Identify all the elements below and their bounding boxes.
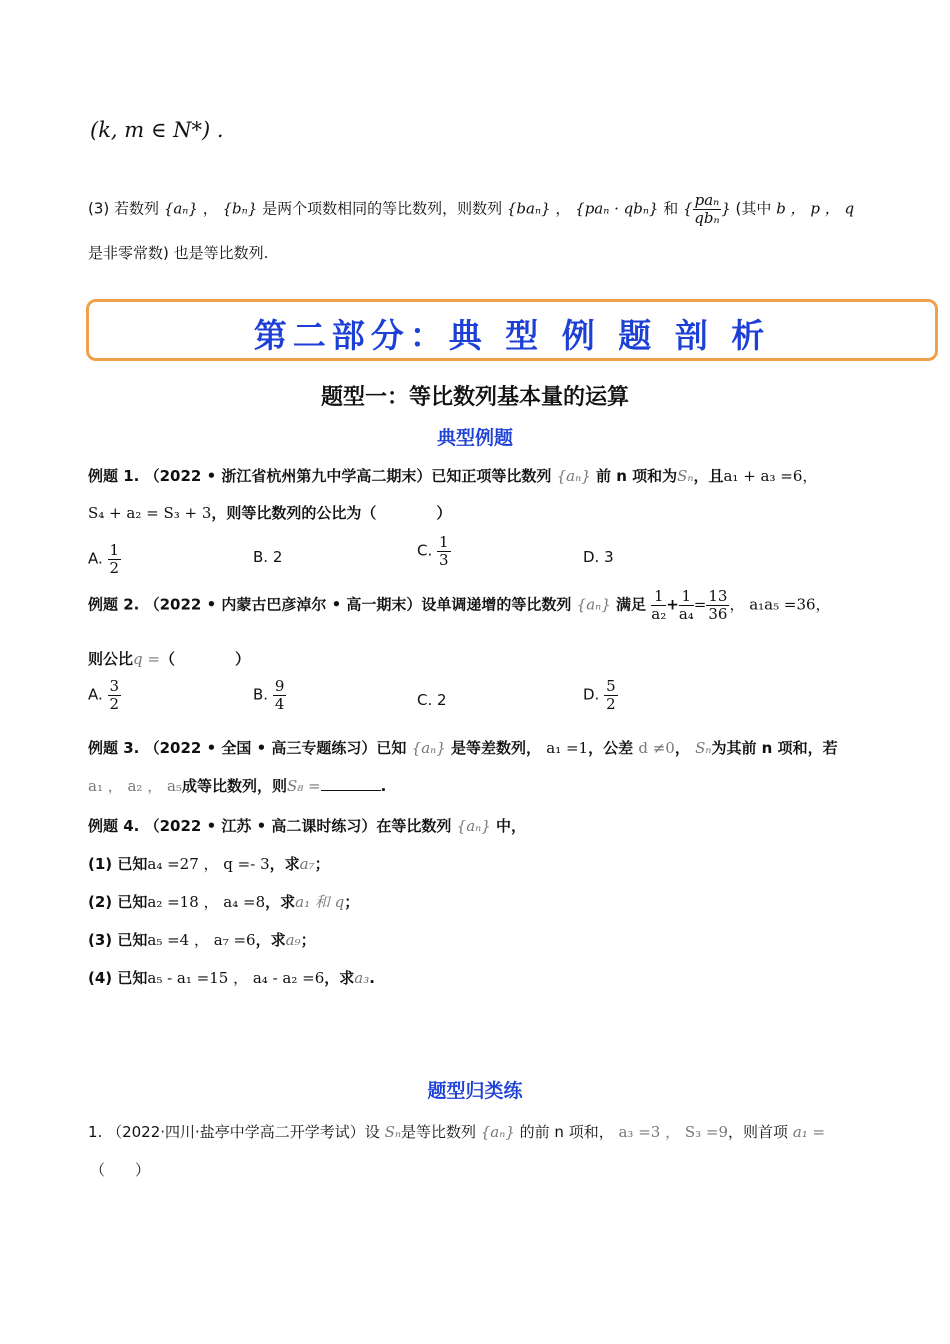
example-4-line-1: 例题 4. （2022 • 江苏 • 高二课时练习）在等比数列 {aₙ} 中， — [88, 817, 527, 835]
example-1-source: （2022 • 浙江省杭州第九中学高二期末） — [144, 467, 432, 485]
part-two-banner — [86, 299, 938, 361]
section-2-title: 题型归类练 — [427, 1080, 523, 1102]
seq-a: {aₙ} — [163, 199, 198, 218]
example-2-line-1: 例题 2. （2022 • 内蒙古巴彦淖尔 • 高一期末）设单调递增的等比数列 {aₙ} 满足 $\frac{1}{\text{a₂}}$ + $\frac{1}{\text{a₄}}$ = $\frac{13}{36}$ ， a₁a₅ =36， — [88, 587, 831, 623]
question-1-line-1: 1. （2022·四川·盐亭中学高二开学考试）设 Sₙ是等比数列 {aₙ} 的前 n 项和， a₃ =3 ， S₃ =9，则首项 a₁ = — [88, 1123, 826, 1141]
example-1-option-c[interactable]: C. $\frac{1}{3}$ — [417, 533, 449, 569]
example-2-option-d[interactable]: D. $\frac{5}{2}$ — [583, 677, 616, 713]
constants: b ， p ， q — [776, 199, 855, 218]
example-4-item-3: (3) 已知a₅ =4 ， a₇ =6，求a₉； — [88, 931, 316, 949]
sep-2: ， — [555, 199, 571, 218]
example-1-line-2: S₄ + a₂ = S₃ + 3，则等比数列的公比为（ ） — [88, 504, 452, 522]
example-4-item-4: (4) 已知a₅ - a₁ =15 ， a₄ - a₂ =6，求a₃. — [88, 969, 375, 987]
question-1-line-2: （ ） — [90, 1161, 151, 1179]
example-3-line-1: 例题 3. （2022 • 全国 • 高三专题练习）已知 {aₙ} 是等差数列， a₁ =1，公差 d ≠0， Sₙ为其前 n 项和，若 — [88, 739, 838, 757]
property-3-prefix: (3) 若数列 — [88, 199, 160, 218]
example-3-line-2: a₁ ， a₂ ， a₅成等比数列，则S₈ = . — [88, 777, 387, 795]
seq-paqb: {paₙ · qbₙ} — [575, 199, 659, 218]
and-word: 和 — [663, 199, 679, 218]
example-1-option-b[interactable]: B. 2 — [253, 548, 283, 566]
property-3-mid: 是两个项数相同的等比数列，则数列 — [262, 199, 503, 218]
example-2-option-b[interactable]: B. $\frac{9}{4}$ — [253, 677, 285, 713]
example-1-option-a[interactable]: A. $\frac{1}{2}$ — [88, 541, 120, 577]
section-1-subtitle: 典型例题 — [436, 427, 513, 449]
example-1-line-1: 例题 1. （2022 • 浙江省杭州第九中学高二期末）已知正项等比数列 {aₙ} 前 n 项和为Sₙ，且a₁ + a₃ =6， — [88, 467, 818, 485]
example-2-option-c[interactable]: C. 2 — [417, 691, 447, 709]
banner-title: 第二部分：典 型 例 题 剖 析 — [253, 316, 771, 355]
example-1-label: 例题 1. — [88, 467, 140, 485]
property-3-line: (3) 若数列 {aₙ} ， {bₙ} 是两个项数相同的等比数列，则数列 {baₙ} ， {paₙ · qbₙ} 和 { $\frac{\text{paₙ}}{\text{qbₙ}}$ } (其中 b ， p ， q — [88, 191, 855, 227]
answer-blank[interactable] — [321, 776, 381, 791]
example-1-option-d[interactable]: D. 3 — [583, 548, 614, 566]
seq-ratio-fraction: $\frac{\text{paₙ}}{\text{qbₙ}}$ — [694, 191, 720, 227]
section-1-title: 题型一：等比数列基本量的运算 — [320, 385, 629, 410]
sep-1: ， — [202, 199, 218, 218]
example-2-line-2: 则公比q =（ ） — [88, 650, 250, 668]
property-3-line-2: 是非零常数) 也是等比数列. — [88, 244, 269, 262]
seq-ba: {baₙ} — [506, 199, 551, 218]
seq-b: {bₙ} — [222, 199, 258, 218]
example-2-option-a[interactable]: A. $\frac{3}{2}$ — [88, 677, 120, 713]
membership-condition: (k, m ∈ N*) . — [90, 118, 224, 142]
example-4-item-1: (1) 已知a₄ =27 ， q =- 3，求a₇； — [88, 855, 330, 873]
property-3-tail: (其中 — [735, 199, 772, 218]
example-4-item-2: (2) 已知a₂ =18 ， a₄ =8，求a₁ 和 q； — [88, 893, 360, 911]
